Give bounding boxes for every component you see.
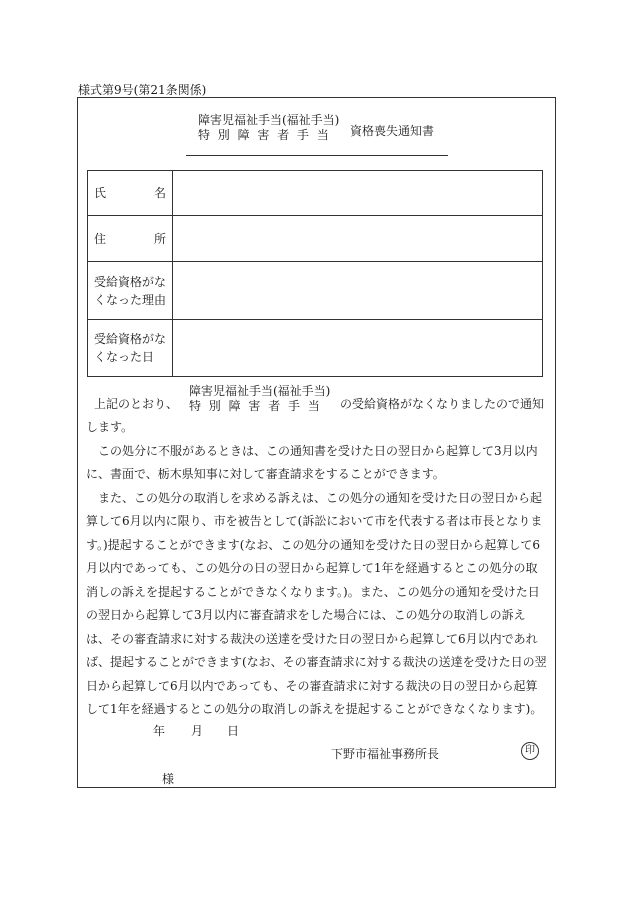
- form-label: 様式第9号(第21条関係): [78, 83, 207, 97]
- row-label-address: [88, 216, 173, 262]
- loss-date-field[interactable]: [173, 320, 543, 377]
- title-line1: 障害児福祉手当(福祉手当): [198, 113, 340, 127]
- date-month: 月: [191, 724, 204, 738]
- paragraph-appeal: この処分に不服があるときは、この通知書を受けた日の翌日から起算して3月以内に、書面で、栃木県知事に対して審査請求をすることができます。: [86, 443, 538, 481]
- recipient-honorific: 様: [162, 772, 175, 786]
- row-label-date: [88, 320, 173, 377]
- label-line: くなった理由: [94, 292, 167, 307]
- row-label-name: [88, 171, 173, 216]
- title-suffix: 資格喪失通知書: [350, 124, 435, 138]
- info-table: [87, 170, 543, 377]
- table-row: [88, 262, 543, 320]
- date-day: 日: [227, 724, 240, 738]
- row-label-reason: [88, 262, 173, 320]
- table-row: [88, 216, 543, 262]
- row-label-name-spread: [94, 184, 172, 202]
- title-lines: [198, 113, 339, 143]
- reason-field[interactable]: [173, 262, 543, 320]
- row-label-address-spread: [94, 230, 172, 248]
- title-rule: [186, 155, 448, 156]
- label-part: 所: [153, 231, 166, 246]
- address-field[interactable]: [173, 216, 543, 262]
- label-part: 名: [153, 186, 166, 200]
- label-line: くなった日: [94, 350, 155, 364]
- table-row: [88, 320, 543, 377]
- notify-prefix: 上記のとおり、: [94, 397, 179, 411]
- name-field[interactable]: [173, 171, 543, 216]
- notify-continuation: します。: [86, 420, 134, 434]
- label-part: 氏: [94, 186, 107, 200]
- body-text: [86, 416, 548, 722]
- seal-icon: 印: [521, 742, 539, 760]
- notify-suffix: の受給資格がなくなりましたので通知: [340, 397, 545, 411]
- notify-stack: [189, 384, 330, 414]
- notify-stack-line2: 特別障害者手当: [189, 399, 328, 413]
- label-line: 受給資格がな: [94, 332, 167, 346]
- date-year: 年: [153, 724, 166, 738]
- notify-stack-line1: 障害児福祉手当(福祉手当): [189, 384, 331, 398]
- paragraph-lawsuit: また、この処分の取消しを求める訴えは、この処分の通知を受けた日の翌日から起算して6月以内に限り、市を被告として(訴訟において市を代表する者は市長となります。)提起することができます(なお、この処分の通知を受けた日の翌日から起算して6月以内であっても、この処分の日の翌日から起算して1年を経過するとこの処分の取消しの訴えを提起することができなくなります。)。また、この処分の通知を受けた日の翌日から起算して3月以内に審査請求をした場合には、この処分の取消しの訴えは、その審査請求に対する裁決の送達を受けた日の翌日から起算して6月以内であれば、提起することができます(なお、その審査請求に対する裁決の送達を受けた日の翌日から起算して6月以内であっても、その審査請求に対する裁決の日の翌日から起算して1年を経過するとこの処分の取消しの訴えを提起することができなくなります)。: [86, 490, 547, 716]
- table-row: [88, 171, 543, 216]
- office-name: 下野市福祉事務所長: [331, 747, 440, 761]
- title-line2: 特別障害者手当: [198, 128, 337, 142]
- label-line: 受給資格がな: [94, 274, 167, 289]
- label-part: 住: [94, 231, 107, 246]
